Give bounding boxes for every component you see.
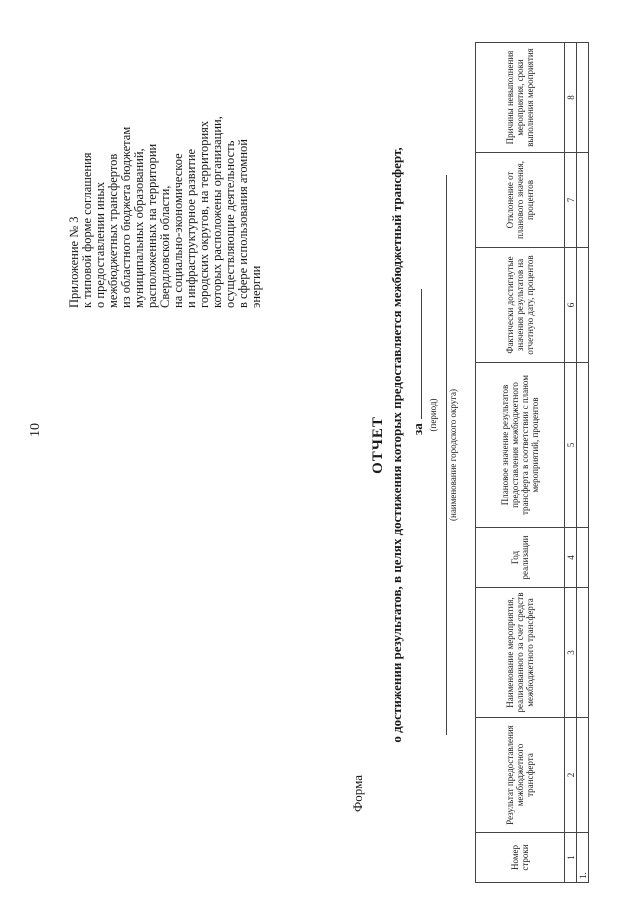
table-header-row <box>476 43 565 883</box>
table-cell[interactable] <box>577 588 589 718</box>
table-cell[interactable] <box>577 528 589 588</box>
appendix-line: Приложение № 3 <box>67 216 81 308</box>
header-activity-name: Наименование мероприятия, реализованного за счет средств межбюджетного трансферта <box>476 588 565 718</box>
column-number: 1 <box>565 833 577 883</box>
column-number: 8 <box>565 43 577 153</box>
appendix-line: энергии <box>249 265 263 308</box>
appendix-line: городских округов, на территориях <box>197 120 211 308</box>
municipality-name-caption: (наименование городского округа) <box>448 389 458 521</box>
appendix-line: и инфраструктурное развитие <box>184 148 198 308</box>
column-number: 2 <box>565 718 577 833</box>
header-planned-value: Плановое значение результатов предоставления межбюджетного трансферта в соответствии с планом мероприятий, процентов <box>476 363 565 528</box>
period-caption: (период) <box>428 398 438 432</box>
header-result: Результат предоставления межбюджетного трансферта <box>476 718 565 833</box>
column-numbers-row <box>565 43 577 883</box>
appendix-block <box>68 28 263 308</box>
row-number-cell: 1. <box>577 833 589 883</box>
appendix-line: осуществляющие деятельность <box>223 140 237 308</box>
appendix-line: о предоставлении иных <box>93 181 107 308</box>
table-cell[interactable] <box>577 43 589 153</box>
period-field <box>410 289 426 435</box>
table-cell[interactable] <box>577 153 589 248</box>
appendix-line: к типовой форме соглашения <box>80 152 94 308</box>
appendix-line: из областного бюджета бюджетам <box>119 126 133 308</box>
appendix-line: в сфере использования атомной <box>236 139 250 308</box>
column-number: 3 <box>565 588 577 718</box>
report-title: ОТЧЕТ <box>370 416 386 474</box>
appendix-line: Свердловской области, <box>158 185 172 308</box>
column-number: 4 <box>565 528 577 588</box>
table-cell[interactable] <box>577 718 589 833</box>
report-subtitle: о достижении результатов, в целях достижения которых предоставляется межбюджетный трансферт, <box>389 147 404 743</box>
results-table <box>475 42 589 883</box>
za-label: за <box>410 423 425 435</box>
period-blank[interactable] <box>411 289 422 419</box>
column-number: 6 <box>565 248 577 363</box>
header-actual-value: Фактически достигнутые значения результатов на отчетную дату, процентов <box>476 248 565 363</box>
form-label: Форма <box>350 775 365 812</box>
column-number: 7 <box>565 153 577 248</box>
header-deviation: Отклонение от планового значения, процентов <box>476 153 565 248</box>
table-cell[interactable] <box>577 363 589 528</box>
table-cell[interactable] <box>577 248 589 363</box>
header-row-number: Номер строки <box>476 833 565 883</box>
appendix-line: расположенных на территории <box>145 143 159 308</box>
column-number: 5 <box>565 363 577 528</box>
table-row <box>577 43 589 883</box>
page-number: 10 <box>28 423 43 437</box>
header-reasons: Причины невыполнения мероприятия, сроки выполнения мероприятия <box>476 43 565 153</box>
municipality-name-line[interactable] <box>446 175 447 735</box>
appendix-line: межбюджетных трансфертов <box>106 153 120 308</box>
appendix-line: на социально-экономическое <box>171 153 185 308</box>
appendix-line: которых расположены организации, <box>210 116 224 308</box>
appendix-line: муниципальных образований, <box>132 148 146 308</box>
header-year: Год реализации <box>476 528 565 588</box>
